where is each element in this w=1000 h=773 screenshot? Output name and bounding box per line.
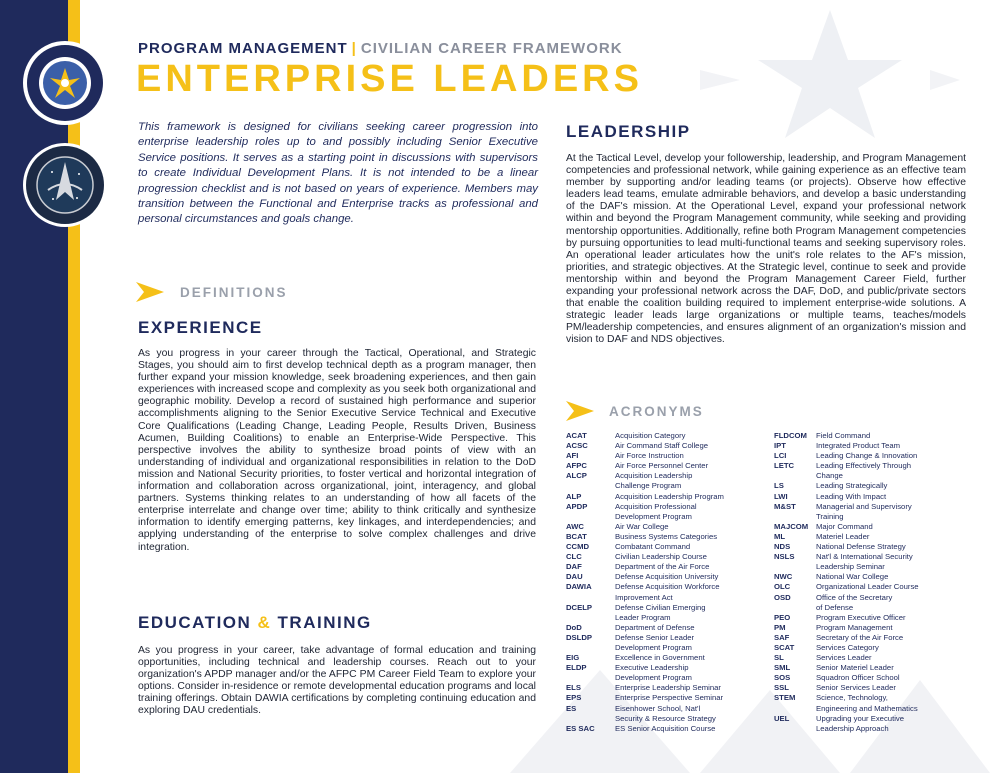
- acronym-row: [774, 714, 919, 734]
- acronym-row: [566, 562, 724, 572]
- acronym-definition: Nat'l & International Security Leadership Seminar: [816, 552, 913, 572]
- acronym-abbr: MAJCOM: [774, 521, 809, 531]
- acronym-row: [774, 461, 919, 481]
- experience-text: As you progress in your career through the Tactical, Operational, and Strategic Stages, you should aim to first develop technical depth as a program manager, then further expand your mission knowledge, seek broadening experiences, and then gain experiences with increased scope and complexity as you seek both organizational and geographic mobility. Develop a record of sustained high performance and superior accomplishments aligning to the Senior Executive Service Technical and Executive Core Qualifications (Leading Change, Leading People, Results Driven, Business Acumen, Building Coalitions) to enable an Enterprise-Wide Perspective. This perspective involves the ability to synthesize broad points of view with an understanding of individual and organizational responsibilities in relation to the DoD mission and National Security priorities, to foster vertical and horizontal integration of information and collaboration across organizational, joint, interagency, and global partners. Systems thinking relates to an understanding of how all facets of the enterprise interrelate and change over time; ability to think critically and synthesize information to identify emerging patterns, key linkages, and interdependencies; and applying understanding of the enterprise to solve complex challenges and drive integration.: [138, 348, 536, 553]
- acronym-abbr: SAF: [774, 632, 790, 642]
- acronym-abbr: OLC: [774, 582, 791, 592]
- acronym-definition: Upgrading your Executive Leadership Approach: [816, 713, 905, 733]
- acronym-definition: Program Management: [816, 622, 893, 632]
- leadership-heading: LEADERSHIP: [566, 122, 691, 141]
- acronym-row: [774, 663, 919, 673]
- acronym-definition: Enterprise Leadership Seminar: [615, 683, 721, 693]
- acronym-row: [774, 492, 919, 502]
- acronym-row: [566, 502, 724, 522]
- acronym-abbr: ELS: [566, 683, 581, 693]
- acronym-abbr: NDS: [774, 542, 791, 552]
- definitions-heading: DEFINITIONS: [180, 285, 288, 300]
- acronym-row: [774, 593, 919, 613]
- acronym-row: [566, 704, 724, 724]
- acronym-definition: Services Category: [816, 642, 879, 652]
- acronym-row: [566, 693, 724, 703]
- acronym-definition: Office of the Secretary of Defense: [816, 592, 893, 612]
- acronym-row: [566, 532, 724, 542]
- acronym-definition: Eisenhower School, Nat'l Security & Resource Strategy: [615, 703, 716, 723]
- acronym-definition: National Defense Strategy: [816, 542, 906, 552]
- acronym-definition: Acquisition Category: [615, 431, 686, 440]
- acronym-row: [774, 693, 919, 713]
- acronym-row: [566, 683, 724, 693]
- acronym-abbr: LWI: [774, 491, 788, 501]
- acronym-abbr: ML: [774, 531, 786, 541]
- acronym-row: [774, 582, 919, 592]
- acronym-abbr: STEM: [774, 693, 796, 703]
- acronyms-chevron-icon: [566, 401, 594, 421]
- acronym-abbr: ES: [566, 703, 577, 713]
- air-force-seal-graphic: [22, 40, 108, 126]
- header-eyebrow: [138, 40, 623, 57]
- acronym-definition: Leading With Impact: [816, 491, 887, 501]
- acronym-row: [774, 481, 919, 491]
- acronym-row: [774, 633, 919, 643]
- acronym-definition: Organizational Leader Course: [816, 582, 919, 592]
- acronym-definition: Department of the Air Force: [615, 562, 710, 572]
- acronym-row: [566, 582, 724, 602]
- acronym-abbr: SML: [774, 663, 791, 673]
- acronym-definition: Acquisition Leadership Challenge Program: [615, 471, 693, 491]
- acronym-row: [774, 451, 919, 461]
- acronym-abbr: DCELP: [566, 602, 593, 612]
- acronym-row: [774, 502, 919, 522]
- acronym-row: [566, 663, 724, 683]
- acronyms-heading: ACRONYMS: [609, 404, 704, 419]
- acronym-abbr: APDP: [566, 501, 588, 511]
- framework-label: CIVILIAN CAREER FRAMEWORK: [360, 40, 623, 57]
- acronym-abbr: SSL: [774, 683, 789, 693]
- intro-paragraph: This framework is designed for civilians seeking career progression into enterprise leadership roles up to and possibly including Senior Executive Service positions. It serves as a starting point in discussions with supervisors to create Individual Development Plans. It is not intended to be a linear progression checklist and is not based on years of experience. Members may transition between the Functional and Enterprise tracks as professional and personal circumstances and goals change.: [138, 121, 538, 226]
- acronym-row: [566, 471, 724, 491]
- acronym-abbr: LS: [774, 481, 784, 491]
- leadership-text: At the Tactical Level, develop your followership, leadership, and Program Management competencies and professional network, while gaining experience as an effective team member by supporting and/or leading teams (or projects). Observe how effective leaders lead teams, emulate admirable behaviors, and develop a basic understanding of the DAF's mission. At the Operational Level, expand your professional network within and beyond the Program Management community, while seeking and providing mentorship opportunities. Additionally, refine both Program Management competencies by pursuing opportunities to lead multi-functional teams and seeking supervisory roles. An operational leader articulates how the unit's role relates to the AF's mission, priorities, and strategic objectives. At the Strategic level, continue to seek and provide mentorship within and beyond the Program Management Career Field, further expanding your professional network across the DAF, DoD, and public/private sectors that enable the coalition building required to implement enterprise-wide solutions. A strategic leader leads large organizations or multiple teams, teaches/models PM/leadership competencies, and ensures alignment of an organization's mission and vision to DAF and NDS objectives.: [566, 153, 966, 346]
- acronym-row: [566, 542, 724, 552]
- acronym-definition: Defense Civilian Emerging Leader Program: [615, 602, 706, 622]
- acronym-abbr: ES SAC: [566, 723, 595, 733]
- acronym-abbr: DAWIA: [566, 582, 592, 592]
- acronym-definition: Major Command: [816, 521, 873, 531]
- acronym-row: [774, 542, 919, 552]
- acronym-row: [566, 653, 724, 663]
- acronym-definition: Air Force Instruction: [615, 451, 684, 461]
- acronym-abbr: PEO: [774, 612, 791, 622]
- acronym-abbr: DoD: [566, 622, 582, 632]
- acronym-definition: Managerial and Supervisory Training: [816, 501, 912, 521]
- education-training-heading: [138, 613, 372, 633]
- acronym-abbr: CLC: [566, 552, 582, 562]
- space-force-seal: [22, 142, 108, 228]
- acronym-definition: Air Command Staff College: [615, 441, 709, 451]
- acronym-abbr: FLDCOM: [774, 431, 807, 440]
- acronym-row: [566, 552, 724, 562]
- page-title: ENTERPRISE LEADERS: [136, 58, 643, 100]
- acronym-abbr: ALP: [566, 491, 582, 501]
- acronym-abbr: SOS: [774, 673, 791, 683]
- acronym-abbr: IPT: [774, 441, 786, 451]
- acronym-row: [774, 522, 919, 532]
- acronym-abbr: UEL: [774, 713, 790, 723]
- education-text: As you progress in your career, take advantage of formal education and training opportunities, including technical and leadership courses. Reach out to your organization's APDP manager and/or the AFPC PM Career Field Team to explore your options. Consider in-residence or remote developmental education programs and local training offerings. Obtain DAWIA certifications by completing continuing education and exploring DAU credentials.: [138, 645, 536, 717]
- acronym-abbr: SL: [774, 653, 784, 663]
- acronym-row: [774, 683, 919, 693]
- acronym-definition: Acquisition Professional Development Program: [615, 501, 697, 521]
- training-heading-word: TRAINING: [277, 613, 372, 632]
- acronym-row: [774, 643, 919, 653]
- acronym-abbr: EPS: [566, 693, 582, 703]
- education-heading-word: EDUCATION: [138, 613, 252, 632]
- acronym-abbr: SCAT: [774, 642, 795, 652]
- experience-heading: EXPERIENCE: [138, 318, 263, 337]
- acronym-abbr: NWC: [774, 572, 793, 582]
- acronym-abbr: DAU: [566, 572, 583, 582]
- acronym-abbr: M&ST: [774, 501, 796, 511]
- acronym-definition: Air War College: [615, 521, 669, 531]
- acronym-definition: National War College: [816, 572, 889, 582]
- acronym-row: [774, 613, 919, 623]
- acronym-abbr: LCI: [774, 451, 787, 461]
- acronym-definition: Integrated Product Team: [816, 441, 901, 451]
- program-label: PROGRAM MANAGEMENT: [138, 40, 348, 57]
- acronym-row: [566, 633, 724, 653]
- acronym-definition: Senior Materiel Leader: [816, 663, 894, 673]
- acronym-abbr: AWC: [566, 521, 584, 531]
- air-force-seal: [22, 40, 108, 126]
- acronym-definition: Materiel Leader: [816, 531, 870, 541]
- acronym-definition: Leading Strategically: [816, 481, 888, 491]
- acronym-abbr: DAF: [566, 562, 582, 572]
- acronym-abbr: LETC: [774, 461, 795, 471]
- acronym-row: [566, 603, 724, 623]
- acronym-abbr: DSLDP: [566, 632, 593, 642]
- acronym-row: [774, 552, 919, 572]
- definitions-chevron-icon: [136, 282, 164, 302]
- acronym-definition: Program Executive Officer: [816, 612, 906, 622]
- acronym-row: [774, 653, 919, 663]
- acronym-definition: Acquisition Leadership Program: [615, 491, 724, 501]
- acronym-definition: Leading Change & Innovation: [816, 451, 918, 461]
- acronym-abbr: AFPC: [566, 461, 587, 471]
- acronym-row: [774, 532, 919, 542]
- acronym-abbr: NSLS: [774, 552, 795, 562]
- acronym-row: [774, 623, 919, 633]
- acronym-abbr: PM: [774, 622, 786, 632]
- acronym-row: [566, 623, 724, 633]
- acronym-row: [566, 492, 724, 502]
- acronym-definition: Defense Senior Leader Development Program: [615, 632, 695, 652]
- acronym-abbr: OSD: [774, 592, 791, 602]
- background-star-watermark: [680, 0, 960, 150]
- acronym-definition: Field Command: [816, 431, 871, 440]
- header-separator: |: [351, 40, 357, 57]
- acronym-definition: Secretary of the Air Force: [816, 632, 904, 642]
- acronym-definition: Executive Leadership Development Program: [615, 663, 692, 683]
- acronym-definition: Excellence in Government: [615, 653, 705, 663]
- acronym-abbr: ACAT: [566, 431, 587, 440]
- acronym-list-left: [566, 431, 766, 734]
- acronym-row: [774, 431, 919, 441]
- acronym-definition: ES Senior Acquisition Course: [615, 723, 716, 733]
- acronym-abbr: ALCP: [566, 471, 587, 481]
- acronym-definition: Senior Services Leader: [816, 683, 896, 693]
- acronym-abbr: EIG: [566, 653, 580, 663]
- acronym-definition: Enterprise Perspective Seminar: [615, 693, 724, 703]
- acronym-definition: Defense Acquisition Workforce Improvement Act: [615, 582, 720, 602]
- acronym-row: [774, 441, 919, 451]
- ampersand: &: [257, 613, 272, 632]
- acronym-list-right: [774, 431, 974, 734]
- acronym-definition: Combatant Command: [615, 542, 691, 552]
- acronym-row: [774, 572, 919, 582]
- acronym-abbr: CCMD: [566, 542, 590, 552]
- acronym-row: [566, 522, 724, 532]
- space-force-seal-graphic: [22, 142, 108, 228]
- acronym-row: [566, 572, 724, 582]
- acronym-row: [566, 461, 724, 471]
- acronym-definition: Air Force Personnel Center: [615, 461, 709, 471]
- acronym-definition: Department of Defense: [615, 622, 695, 632]
- acronym-abbr: BCAT: [566, 531, 587, 541]
- acronym-row: [566, 441, 724, 451]
- acronym-definition: Leading Effectively Through Change: [816, 461, 912, 481]
- acronym-row: [566, 451, 724, 461]
- acronym-definition: Squadron Officer School: [816, 673, 900, 683]
- acronym-definition: Services Leader: [816, 653, 872, 663]
- acronym-definition: Business Systems Categories: [615, 531, 718, 541]
- acronym-row: [566, 724, 724, 734]
- acronym-definition: Civilian Leadership Course: [615, 552, 707, 562]
- acronym-abbr: ELDP: [566, 663, 587, 673]
- acronym-row: [566, 431, 724, 441]
- acronym-definition: Science, Technology, Engineering and Mathematics: [816, 693, 918, 713]
- acronym-row: [774, 673, 919, 683]
- acronym-definition: Defense Acquisition University: [615, 572, 719, 582]
- acronym-abbr: AFI: [566, 451, 579, 461]
- acronym-abbr: ACSC: [566, 441, 588, 451]
